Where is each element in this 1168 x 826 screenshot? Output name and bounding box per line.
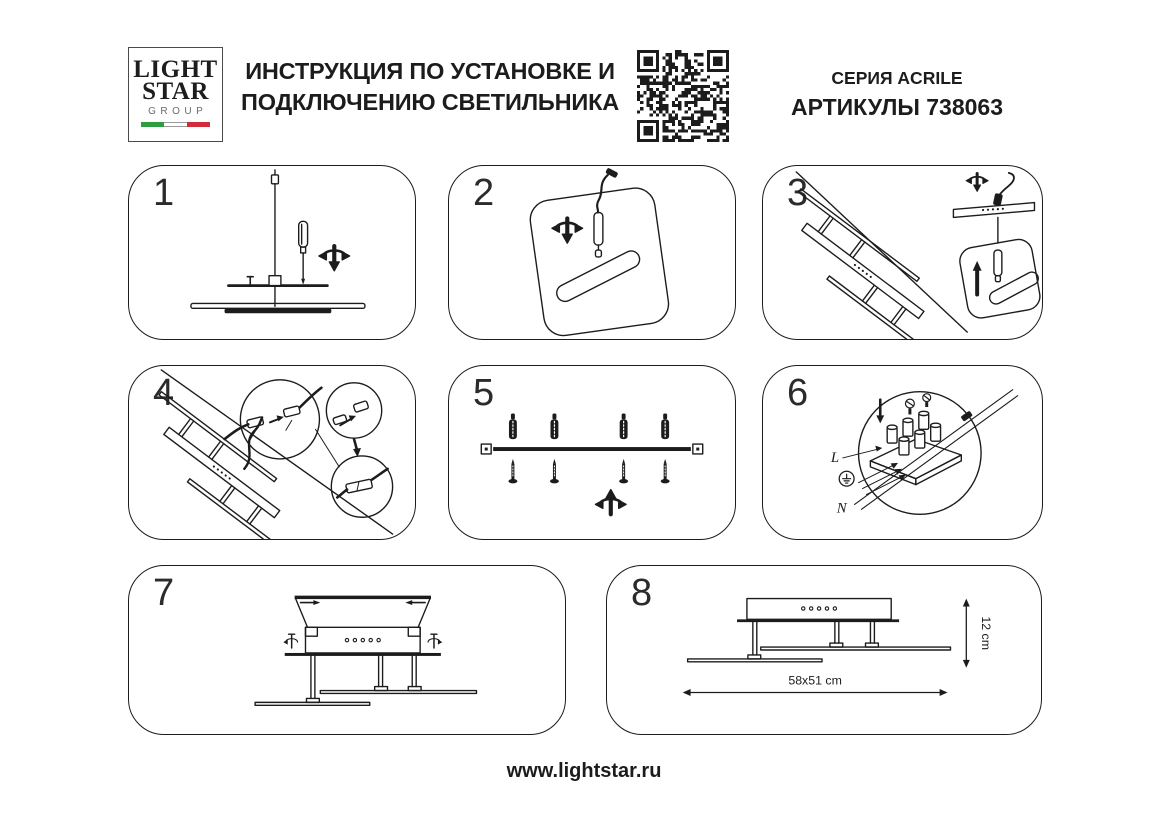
- wall-plugs: [509, 413, 669, 439]
- step-panel-5: [448, 365, 736, 540]
- step-6-illustration: [763, 366, 1042, 539]
- screw-rotate-icon: [319, 246, 350, 271]
- width-dimension-label: 58x51 cm: [788, 673, 842, 688]
- title-line-2: ПОДКЛЮЧЕНИЮ СВЕТИЛЬНИКА: [241, 89, 619, 115]
- logo-line-light: LIGHT: [133, 56, 218, 83]
- screws: [508, 459, 669, 483]
- step-1-illustration: [129, 166, 415, 339]
- website-url: www.lightstar.ru: [506, 760, 662, 782]
- step-7-illustration: [129, 566, 565, 734]
- step-number: 7: [153, 572, 175, 614]
- qr-code-icon: [637, 50, 729, 142]
- step-4-illustration: [129, 366, 415, 539]
- side-screw-rotate-icon: [428, 634, 442, 648]
- screw-rotate-icon: [595, 490, 626, 515]
- step-number: 5: [473, 372, 495, 414]
- neutral-label: N: [836, 500, 847, 517]
- step-panel-6: [762, 365, 1043, 540]
- connector-detail-circle-1: [225, 380, 322, 459]
- step-number: 6: [787, 372, 809, 414]
- logo-line-star: STAR: [142, 78, 209, 105]
- height-dimension: [963, 599, 993, 668]
- step-panel-1: [128, 165, 416, 340]
- screw-rotate-icon: [966, 174, 988, 192]
- connector-detail-circle-3: [331, 456, 392, 517]
- step-number: 3: [787, 172, 809, 214]
- incoming-wires: [859, 463, 906, 495]
- step-3-illustration: [763, 166, 1042, 339]
- lightstar-logo: [128, 47, 223, 142]
- side-screw-rotate-icon: [283, 634, 297, 648]
- step-5-illustration: [449, 366, 735, 539]
- screwdriver-icon: [299, 221, 308, 284]
- step-panel-7: [128, 565, 566, 735]
- step-number: 4: [153, 372, 175, 414]
- step-8-illustration: [607, 566, 1041, 734]
- articles-label: АРТИКУЛЫ 738063: [790, 94, 1004, 120]
- step-2-illustration: [449, 166, 735, 339]
- ground-icon: [839, 471, 854, 486]
- connector-detail-circle-2: [326, 383, 381, 438]
- logo-line-group: GROUP: [148, 106, 208, 117]
- page-title: [236, 56, 624, 118]
- step-panel-3: [762, 165, 1043, 340]
- width-dimension: [683, 674, 948, 696]
- step-number: 8: [631, 572, 653, 614]
- step-number: 1: [153, 172, 175, 214]
- screw-rotate-icon: [552, 218, 583, 243]
- line-label: L: [830, 449, 840, 466]
- terminal-block: [870, 394, 961, 485]
- step-panel-4: [128, 365, 416, 540]
- height-dimension-label: 12 cm: [979, 616, 994, 651]
- fixture-frame: [767, 189, 960, 339]
- series-label: СЕРИЯ ACRILE: [831, 68, 963, 88]
- step-panel-8: [606, 565, 1042, 735]
- italian-flag-bar: [141, 122, 211, 127]
- step-number: 2: [473, 172, 495, 214]
- title-line-1: ИНСТРУКЦИЯ ПО УСТАНОВКЕ И: [245, 58, 615, 84]
- step-panel-2: [448, 165, 736, 340]
